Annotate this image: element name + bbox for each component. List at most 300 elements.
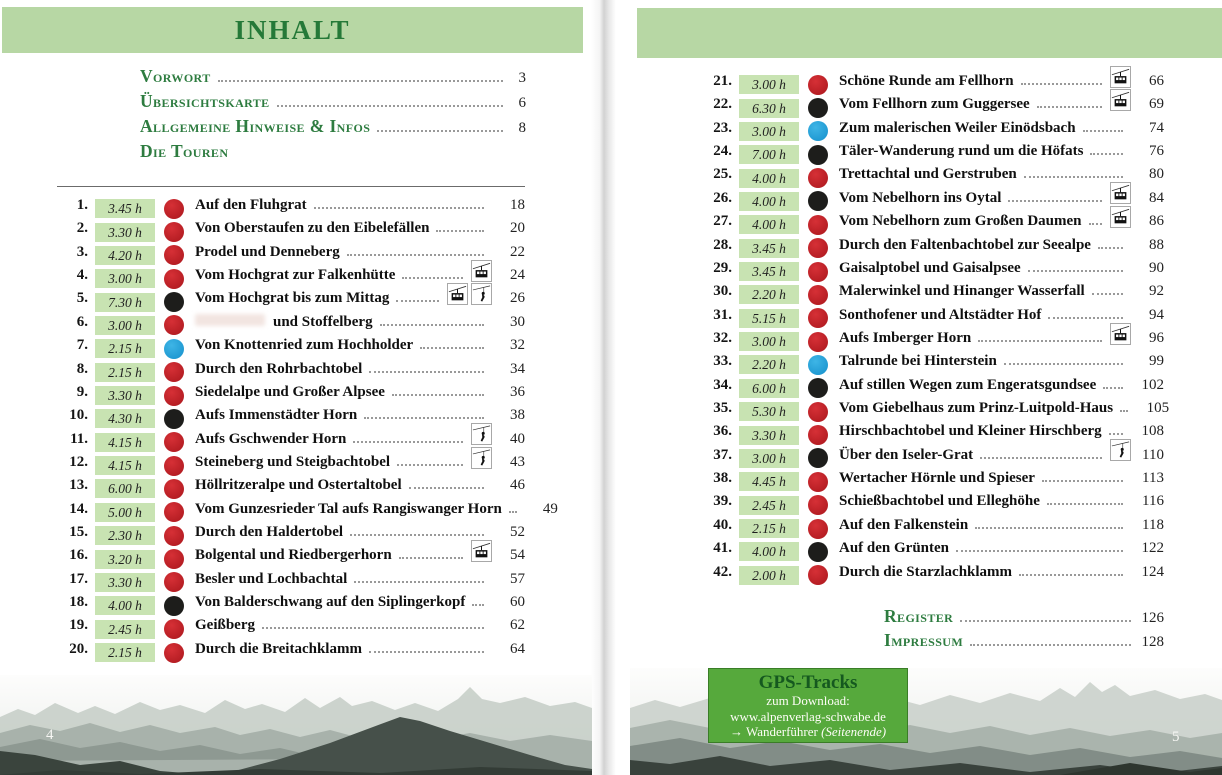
tour-number: 3. [76, 243, 88, 260]
tour-title: Prodel und Denneberg [195, 243, 340, 260]
tour-row [58, 384, 525, 407]
left-tour-list [58, 197, 558, 664]
tour-title: Aufs Immenstädter Horn [195, 407, 358, 424]
page-ref: 46 [510, 477, 525, 494]
dotted-leader [472, 604, 484, 606]
toc-label: Impressum [884, 629, 964, 650]
duration-badge: 2.15 h [95, 339, 155, 358]
tour-row [702, 564, 1164, 587]
cable-car-icon [471, 260, 492, 282]
dotted-leader [1083, 130, 1123, 132]
dotted-leader [354, 581, 484, 583]
dotted-leader [1028, 270, 1123, 272]
climber-icon [471, 283, 492, 305]
tour-title: Durch den Faltenbachtobel zur Seealpe [839, 236, 1091, 253]
tour-number: 15. [69, 524, 88, 541]
tour-number: 40. [713, 516, 732, 533]
duration-badge: 4.00 h [739, 169, 799, 188]
dotted-leader [409, 487, 484, 489]
tour-number: 41. [713, 540, 732, 557]
duration-badge: 3.30 h [95, 573, 155, 592]
page-ref: 108 [1141, 423, 1164, 440]
tour-row [702, 307, 1164, 330]
header-band [637, 8, 1222, 58]
duration-badge: 5.00 h [95, 503, 155, 522]
dotted-leader [970, 644, 1131, 646]
tour-title: Sonthofener und Altstädter Hof [839, 306, 1042, 323]
tour-title: Vom Nebelhorn zum Großen Daumen [839, 213, 1082, 230]
tour-number: 22. [713, 96, 732, 113]
tour-number: 5. [76, 290, 88, 307]
tour-number: 28. [713, 236, 732, 253]
tour-row [58, 220, 525, 243]
tour-number: 24. [713, 143, 732, 160]
duration-badge: 2.15 h [95, 643, 155, 662]
dotted-leader [436, 230, 484, 232]
dotted-leader [1092, 293, 1123, 295]
gps-arrow-text: → Wanderführer [729, 724, 822, 739]
tour-row [58, 524, 525, 547]
book-gutter [591, 0, 622, 775]
page-ref: 96 [1149, 329, 1164, 346]
climber-icon [471, 447, 492, 469]
duration-badge: 3.20 h [95, 550, 155, 569]
toc-label: Übersichtskarte [140, 91, 270, 111]
dotted-leader [377, 130, 503, 132]
tour-number: 31. [713, 306, 732, 323]
tour-row [58, 477, 525, 500]
page-ref: 40 [510, 430, 525, 447]
page-ref: 99 [1149, 353, 1164, 370]
tour-row [58, 641, 525, 664]
dotted-leader [392, 394, 484, 396]
page-ref: 102 [1141, 376, 1164, 393]
duration-badge: 3.00 h [739, 75, 799, 94]
tour-row [702, 377, 1164, 400]
row-icons [1110, 66, 1131, 88]
toc-entry-uebersichtskarte [140, 91, 526, 116]
tour-row [58, 197, 525, 220]
duration-badge: 4.00 h [739, 215, 799, 234]
tour-number: 34. [713, 376, 732, 393]
tour-number: 12. [69, 453, 88, 470]
page-ref: 52 [510, 524, 525, 541]
tour-row [702, 423, 1164, 446]
tour-number: 4. [76, 267, 88, 284]
tour-row [702, 73, 1164, 96]
difficulty-dot [164, 643, 184, 663]
tour-title: Geißberg [195, 617, 255, 634]
tour-row [58, 594, 525, 617]
tour-row [58, 361, 525, 384]
page-ref: 43 [510, 453, 525, 470]
duration-badge: 3.00 h [95, 316, 155, 335]
page-ref: 94 [1149, 306, 1164, 323]
tour-title: Trettachtal und Gerstruben [839, 166, 1017, 183]
page-ref: 74 [1149, 119, 1164, 136]
dotted-leader [1019, 574, 1123, 576]
page-ref: 64 [510, 640, 525, 657]
toc-entry-allgemeine-hinweise [140, 116, 526, 141]
tour-title: Zum malerischen Weiler Einödsbach [839, 119, 1076, 136]
tour-row [58, 431, 525, 454]
tour-row [58, 290, 525, 313]
tour-number: 37. [713, 446, 732, 463]
page-ref: 105 [1146, 400, 1170, 417]
difficulty-dot [808, 542, 828, 562]
tour-number: 27. [713, 213, 732, 230]
duration-badge: 2.45 h [739, 496, 799, 515]
page-ref: 60 [510, 594, 525, 611]
duration-badge: 3.30 h [739, 426, 799, 445]
tour-title: Steineberg und Steigbachtobel [195, 453, 391, 470]
dotted-leader [347, 254, 484, 256]
page-ref: 124 [1141, 563, 1164, 580]
tour-title: Bolgental und Riedbergerhorn [195, 547, 392, 564]
section-divider [57, 186, 525, 187]
row-icons [471, 540, 492, 562]
tour-row [702, 143, 1164, 166]
tour-number: 33. [713, 353, 732, 370]
duration-badge: 5.30 h [739, 402, 799, 421]
tour-title: Wertacher Hörnle und Spieser [839, 470, 1035, 487]
tour-title: Schießbachtobel und Elleghöhe [839, 493, 1040, 510]
page-ref: 18 [510, 197, 525, 213]
tour-number: 16. [69, 547, 88, 564]
difficulty-dot [164, 456, 184, 476]
dotted-leader [1098, 247, 1123, 249]
dotted-leader [1120, 410, 1128, 412]
page-ref: 80 [1149, 166, 1164, 183]
tour-title: Von Balderschwang auf den Siplingerkopf [195, 594, 466, 611]
dotted-leader [1109, 433, 1123, 435]
dotted-leader [1042, 480, 1123, 482]
tour-title: Vom Giebelhaus zum Prinz-Luitpold-Haus [839, 400, 1114, 417]
duration-badge: 3.00 h [95, 269, 155, 288]
difficulty-dot [808, 495, 828, 515]
duration-badge: 2.00 h [739, 566, 799, 585]
dotted-leader [509, 511, 517, 513]
duration-badge: 4.15 h [95, 456, 155, 475]
duration-badge: 3.00 h [739, 122, 799, 141]
dotted-leader [420, 347, 484, 349]
tour-number: 9. [76, 383, 88, 400]
difficulty-dot [164, 619, 184, 639]
tour-title: Von Knottenried zum Hochholder [195, 337, 414, 354]
tour-number: 42. [713, 563, 732, 580]
dotted-leader [960, 620, 1131, 622]
duration-badge: 4.45 h [739, 472, 799, 491]
tour-number: 35. [713, 400, 732, 417]
dotted-leader [956, 550, 1123, 552]
tour-row [702, 447, 1164, 470]
page-ref: 110 [1142, 446, 1164, 463]
difficulty-dot [164, 199, 184, 219]
tour-title: Siedelalpe und Großer Alpsee [195, 383, 385, 400]
difficulty-dot [808, 145, 828, 165]
tour-number: 25. [713, 166, 732, 183]
tour-row [702, 283, 1164, 306]
dotted-leader [262, 627, 484, 629]
difficulty-dot [808, 75, 828, 95]
duration-badge: 2.30 h [95, 526, 155, 545]
tour-title: Vom Fellhorn zum Guggersee [839, 96, 1030, 113]
difficulty-dot [808, 519, 828, 539]
difficulty-dot [808, 215, 828, 235]
dotted-leader [975, 527, 1123, 529]
tour-title: Durch den Rohrbachtobel [195, 360, 363, 377]
climber-icon [1110, 439, 1131, 461]
tour-title: Über den Iseler-Grat [839, 446, 974, 463]
dotted-leader [978, 340, 1102, 342]
tour-row [702, 540, 1164, 563]
page-ref: 86 [1149, 213, 1164, 230]
page-ref: 128 [1141, 633, 1164, 650]
dotted-leader [218, 80, 503, 82]
tour-number: 13. [69, 477, 88, 494]
left-folio-number: 4 [46, 727, 54, 743]
tour-title: Besler und Lochbachtal [195, 570, 348, 587]
difficulty-dot [164, 315, 184, 335]
tour-row [58, 571, 525, 594]
page-ref: 126 [1141, 610, 1164, 626]
gps-box-line1: zum Download: [766, 693, 850, 708]
duration-badge: 7.30 h [95, 293, 155, 312]
row-icons [471, 447, 492, 469]
page-ref: 22 [510, 243, 525, 260]
dotted-leader [1008, 200, 1102, 202]
tour-title: Von Oberstaufen zu den Eibelefällen [195, 220, 430, 237]
tour-row [702, 330, 1164, 353]
tour-title: Vom Gunzesrieder Tal aufs Rangiswanger Horn [195, 500, 502, 517]
difficulty-dot [164, 479, 184, 499]
cable-car-icon [1110, 323, 1131, 345]
gps-box-url: www.alpenverlag-schwabe.de [730, 708, 886, 724]
gps-seitenende-text: (Seitenende) [821, 724, 887, 739]
page-ref: 118 [1142, 516, 1164, 533]
tour-title: Auf den Grünten [839, 540, 950, 557]
tour-title: Vom Hochgrat zur Falkenhütte [195, 267, 396, 284]
mountain-panorama-photo [0, 675, 592, 775]
row-icons [471, 260, 492, 282]
tour-title: Durch die Starzlachklamm [839, 563, 1013, 580]
page-ref: 84 [1149, 189, 1164, 206]
tour-number: 38. [713, 470, 732, 487]
tour-title: Durch den Haldertobel [195, 524, 344, 541]
cable-car-icon [1110, 206, 1131, 228]
dotted-leader [980, 457, 1102, 459]
tour-title: Durch die Breitachklamm [195, 640, 362, 657]
tour-row [702, 96, 1164, 119]
tour-number: 23. [713, 119, 732, 136]
dotted-leader [1089, 223, 1102, 225]
tour-row [702, 166, 1164, 189]
duration-badge: 5.15 h [739, 309, 799, 328]
cable-car-icon [471, 540, 492, 562]
toc-label: Die Touren [140, 141, 229, 161]
toc-label: Vorwort [140, 66, 211, 86]
tour-title: Auf den Fluhgrat [195, 197, 307, 213]
difficulty-dot [808, 262, 828, 282]
difficulty-dot [808, 355, 828, 375]
right-page [622, 0, 1222, 775]
dotted-leader [1047, 503, 1123, 505]
tour-number: 14. [69, 500, 88, 517]
tour-row [58, 454, 525, 477]
page-ref: 3 [518, 70, 526, 86]
dotted-leader [1024, 176, 1123, 178]
tour-title: Täler-Wanderung rund um die Höfats [839, 143, 1084, 160]
tour-row [702, 190, 1164, 213]
gps-tracks-box [708, 668, 908, 743]
tour-row [702, 213, 1164, 236]
page-ref: 6 [518, 95, 526, 111]
dotted-leader [396, 300, 439, 302]
toc-entry-register [884, 606, 1164, 630]
difficulty-dot [164, 245, 184, 265]
difficulty-dot [164, 409, 184, 429]
duration-badge: 4.20 h [95, 246, 155, 265]
tour-title: Höllritzeralpe und Ostertaltobel [195, 477, 402, 494]
duration-badge: 3.30 h [95, 386, 155, 405]
back-matter-list [884, 606, 1164, 653]
duration-badge: 2.15 h [739, 519, 799, 538]
tour-title: Schöne Runde am Fellhorn [839, 73, 1014, 89]
difficulty-dot [808, 402, 828, 422]
redacted-text [195, 314, 265, 326]
tour-number: 18. [69, 594, 88, 611]
right-folio-number: 5 [1172, 729, 1180, 745]
dotted-leader [353, 441, 463, 443]
tour-row [702, 470, 1164, 493]
tour-title: Auf den Falkenstein [839, 516, 969, 533]
row-icons [1110, 323, 1131, 345]
tour-row [58, 244, 525, 267]
page-ref: 69 [1149, 96, 1164, 113]
dotted-leader [1004, 363, 1123, 365]
dotted-leader [397, 464, 463, 466]
page-ref: 113 [1142, 470, 1164, 487]
dotted-leader [350, 534, 484, 536]
difficulty-dot [164, 596, 184, 616]
duration-badge: 4.30 h [95, 409, 155, 428]
tour-row [58, 617, 525, 640]
page-ref: 116 [1142, 493, 1164, 510]
page-ref: 66 [1149, 73, 1164, 89]
difficulty-dot [164, 432, 184, 452]
tour-title: Auf stillen Wegen zum Engeratsgundsee [839, 376, 1097, 393]
tour-title: Malerwinkel und Hinanger Wasserfall [839, 283, 1085, 300]
difficulty-dot [164, 386, 184, 406]
tour-number: 19. [69, 617, 88, 634]
cable-car-icon [1110, 182, 1131, 204]
difficulty-dot [808, 472, 828, 492]
tour-number: 26. [713, 189, 732, 206]
cable-car-icon [1110, 89, 1131, 111]
difficulty-dot [164, 526, 184, 546]
cable-car-icon [447, 283, 468, 305]
gps-box-title: GPS-Tracks [758, 672, 858, 693]
duration-badge: 4.00 h [739, 542, 799, 561]
duration-badge: 4.15 h [95, 433, 155, 452]
difficulty-dot [164, 572, 184, 592]
tour-title: Aufs Imberger Horn [839, 329, 972, 346]
toc-entry-impressum [884, 630, 1164, 654]
row-icons [447, 283, 492, 305]
cable-car-icon [1110, 66, 1131, 88]
duration-badge: 4.00 h [739, 192, 799, 211]
row-icons [1110, 439, 1131, 461]
tour-title: Gaisalptobel und Gaisalpsee [839, 259, 1021, 276]
page-ref: 34 [510, 360, 525, 377]
page-ref: 76 [1149, 143, 1164, 160]
difficulty-dot [808, 238, 828, 258]
difficulty-dot [164, 292, 184, 312]
tour-number: 7. [76, 337, 88, 354]
dotted-leader [364, 417, 484, 419]
tour-row [58, 407, 525, 430]
difficulty-dot [808, 98, 828, 118]
tour-number: 29. [713, 259, 732, 276]
page-ref: 8 [518, 120, 526, 136]
dotted-leader [402, 277, 463, 279]
tour-number: 21. [713, 73, 732, 89]
tour-row [702, 260, 1164, 283]
page-ref: 32 [510, 337, 525, 354]
tour-number: 30. [713, 283, 732, 300]
tour-number: 1. [76, 197, 88, 213]
tour-row [58, 500, 558, 524]
difficulty-dot [164, 222, 184, 242]
difficulty-dot [164, 269, 184, 289]
row-icons [471, 423, 492, 445]
tour-row [702, 353, 1164, 376]
duration-badge: 6.00 h [95, 479, 155, 498]
duration-badge: 3.00 h [739, 449, 799, 468]
row-icons [1110, 206, 1131, 228]
tour-title: Aufs Gschwender Horn [195, 430, 347, 447]
tour-row [702, 400, 1170, 423]
tour-title: Hirschbachtobel und Kleiner Hirschberg [839, 423, 1102, 440]
tour-row [58, 547, 525, 570]
difficulty-dot [164, 339, 184, 359]
tour-number: 39. [713, 493, 732, 510]
duration-badge: 3.45 h [739, 239, 799, 258]
duration-badge: 2.45 h [95, 620, 155, 639]
dotted-leader [1048, 317, 1123, 319]
front-matter-list [140, 66, 526, 166]
duration-badge: 6.00 h [739, 379, 799, 398]
toc-label: Register [884, 606, 954, 626]
tour-row [702, 493, 1164, 516]
inhalt-header-band [2, 7, 583, 53]
page-ref: 57 [510, 570, 525, 587]
duration-badge: 2.15 h [95, 363, 155, 382]
row-icons [1110, 182, 1131, 204]
page-ref: 24 [510, 267, 525, 284]
difficulty-dot [808, 285, 828, 305]
page-ref: 122 [1141, 540, 1164, 557]
difficulty-dot [808, 191, 828, 211]
difficulty-dot [808, 565, 828, 585]
dotted-leader [1037, 106, 1102, 108]
dotted-leader [1090, 153, 1123, 155]
difficulty-dot [808, 168, 828, 188]
toc-entry-vorwort [140, 66, 526, 91]
tour-title: und Stoffelberg [195, 314, 373, 331]
difficulty-dot [808, 332, 828, 352]
page-title: INHALT [234, 14, 351, 45]
